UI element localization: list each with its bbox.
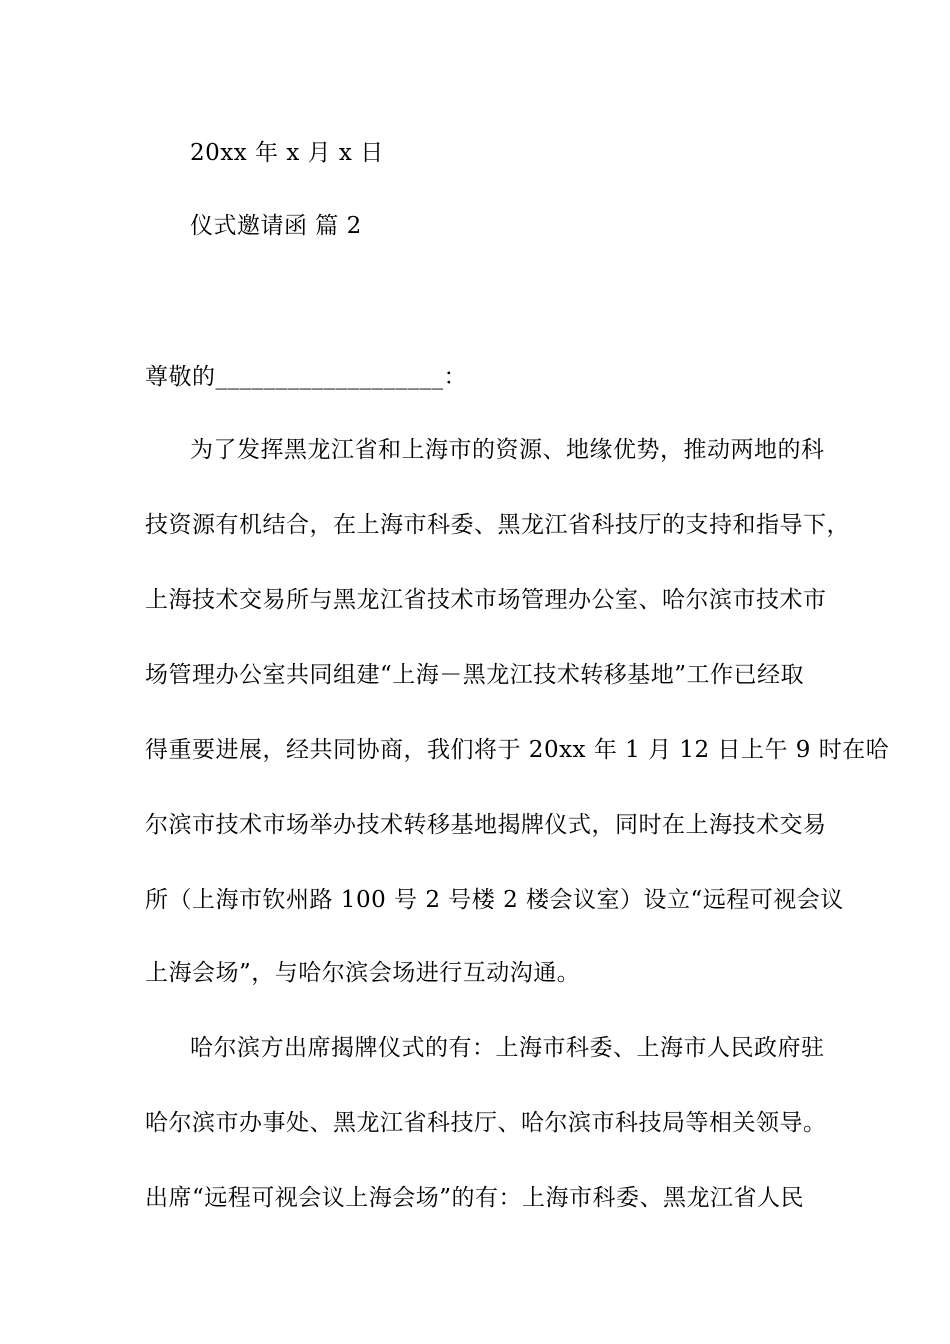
paragraph-1-line-4: 场管理办公室共同组建“上海－黑龙江技术转移基地”工作已经取 (145, 662, 805, 688)
paragraph-1-line-7: 所（上海市钦州路 100 号 2 号楼 2 楼会议室）设立“远程可视会议 (145, 887, 844, 913)
paragraph-1-line-1: 为了发挥黑龙江省和上海市的资源、地缘优势，推动两地的科 (190, 437, 825, 463)
paragraph-1-line-3: 上海技术交易所与黑龙江省技术市场管理办公室、哈尔滨市技术市 (145, 587, 827, 613)
paragraph-2-line-3: 出席“远程可视会议上海会场”的有：上海市科委、黑龙江省人民 (145, 1185, 805, 1211)
section-title: 仪式邀请函 篇 2 (190, 213, 362, 239)
paragraph-1-line-5: 得重要进展，经共同协商，我们将于 20xx 年 1 月 12 日上午 9 时在哈 (145, 737, 890, 763)
salutation: 尊敬的___________________： (145, 364, 467, 390)
date-line: 20xx 年 x 月 x 日 (190, 140, 384, 166)
paragraph-2-line-2: 哈尔滨市办事处、黑龙江省科技厅、哈尔滨市科技局等相关领导。 (145, 1110, 827, 1136)
paragraph-1-line-8: 上海会场”，与哈尔滨会场进行互动沟通。 (145, 960, 581, 986)
paragraph-2-line-1: 哈尔滨方出席揭牌仪式的有：上海市科委、上海市人民政府驻 (190, 1035, 825, 1061)
paragraph-1-line-6: 尔滨市技术市场举办技术转移基地揭牌仪式，同时在上海技术交易 (145, 812, 827, 838)
paragraph-1-line-2: 技资源有机结合，在上海市科委、黑龙江省科技厅的支持和指导下， (145, 512, 850, 538)
